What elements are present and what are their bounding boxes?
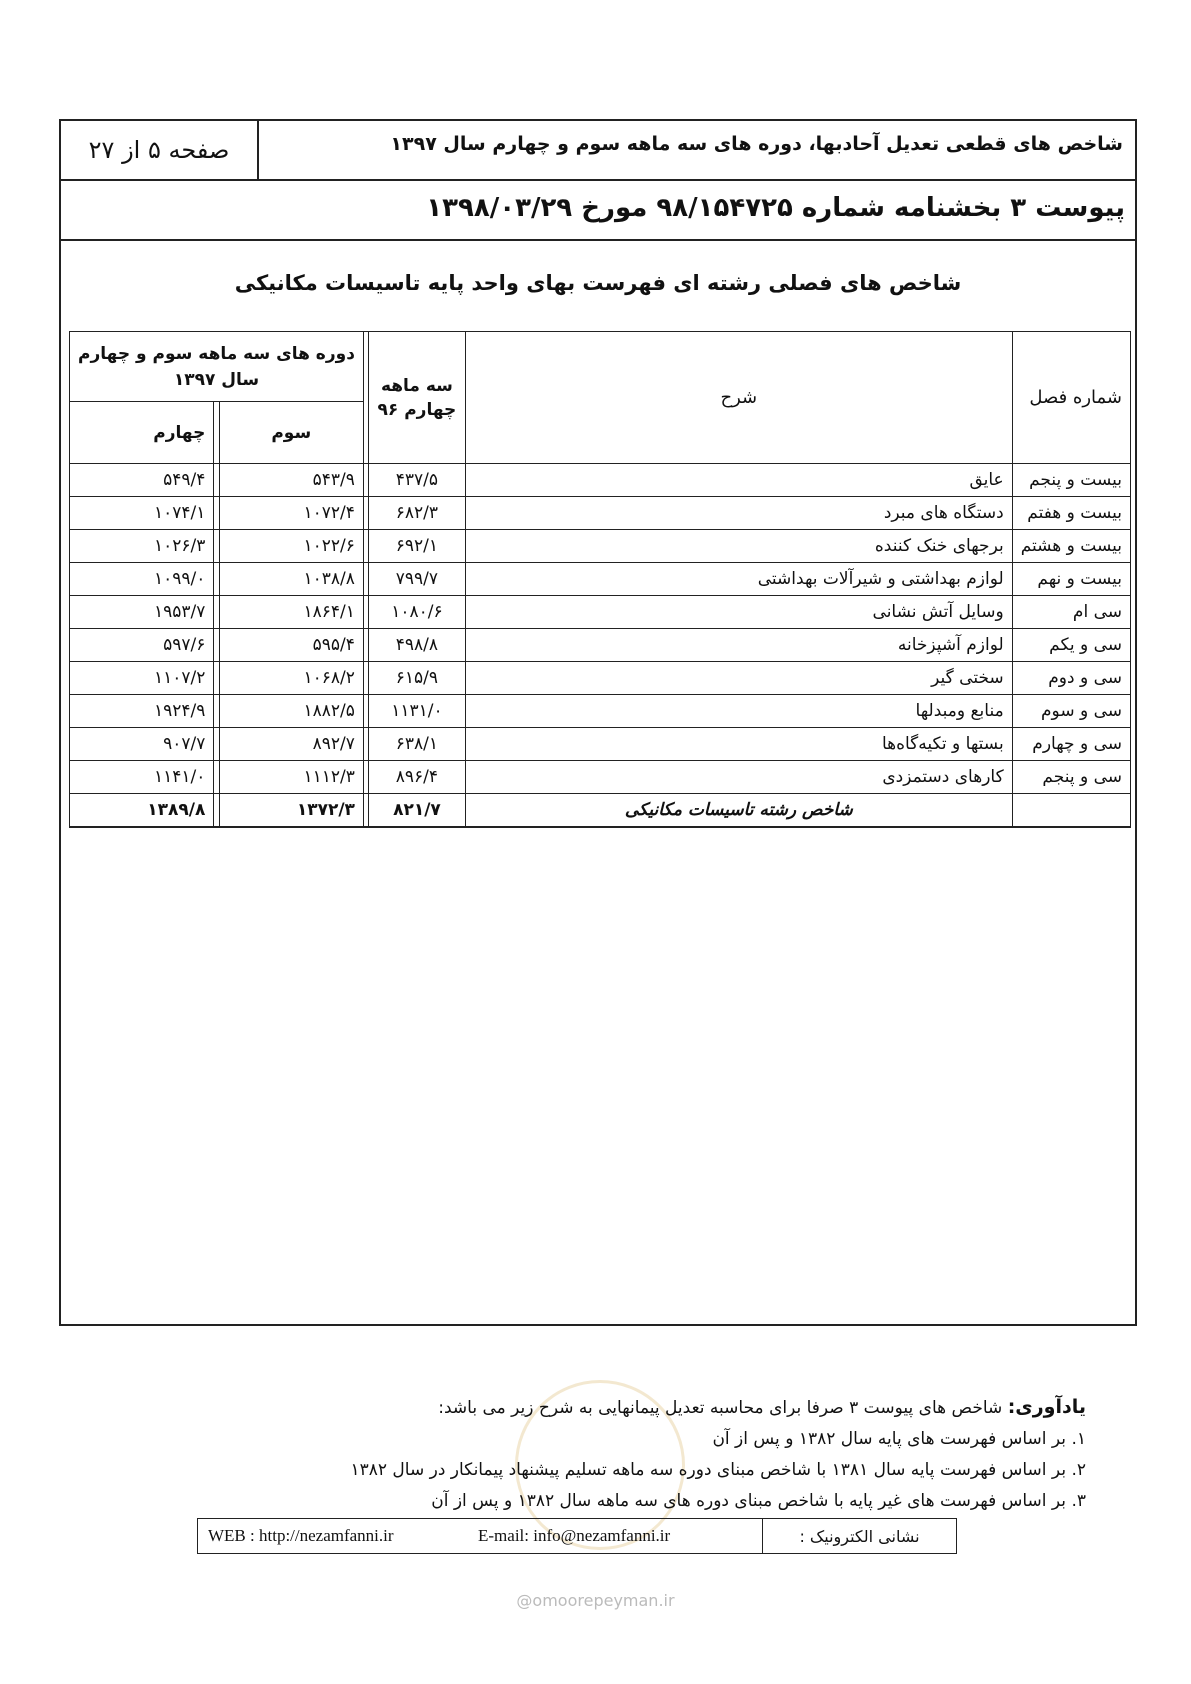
- contact-label: نشانی الکترونیک :: [762, 1519, 956, 1553]
- chapter-description: وسایل آتش نشانی: [465, 596, 1012, 629]
- value-chaharom: ۱۹۵۳/۷: [70, 596, 214, 629]
- value-chaharom: ۱۰۷۴/۱: [70, 497, 214, 530]
- table-row: [70, 695, 1131, 728]
- notes-intro: شاخص های پیوست ۳ صرفا برای محاسبه تعدیل پیمانهایی به شرح زیر می باشد:: [438, 1398, 1003, 1418]
- value-q96: ۴۳۷/۵: [368, 464, 465, 497]
- column-gap: [214, 497, 219, 530]
- table-row: [70, 629, 1131, 662]
- value-chaharom: ۵۹۷/۶: [70, 629, 214, 662]
- chapter-number: سی و چهارم: [1012, 728, 1130, 761]
- total-chaharom: ۱۳۸۹/۸: [70, 794, 214, 828]
- chapter-number: سی ام: [1012, 596, 1130, 629]
- column-gap: [363, 497, 368, 530]
- watermark-text: @omoorepeyman.ir: [516, 1591, 675, 1610]
- value-q96: ۸۹۶/۴: [368, 761, 465, 794]
- column-gap: [214, 794, 219, 828]
- chapter-description: دستگاه های مبرد: [465, 497, 1012, 530]
- column-gap: [214, 695, 219, 728]
- page-number: صفحه ۵ از ۲۷: [61, 121, 259, 179]
- column-gap: [363, 596, 368, 629]
- value-sevom: ۱۰۲۲/۶: [219, 530, 363, 563]
- column-gap: [363, 530, 368, 563]
- header-q96-line2: چهارم ۹۶: [377, 399, 457, 420]
- table-row: [70, 662, 1131, 695]
- value-q96: ۶۹۲/۱: [368, 530, 465, 563]
- column-gap: [363, 695, 368, 728]
- document-title: شاخص های قطعی تعدیل آحادبها، دوره های سه ماهه سوم و چهارم سال ۱۳۹۷: [390, 133, 1123, 155]
- header-row: [61, 121, 1135, 181]
- value-sevom: ۵۹۵/۴: [219, 629, 363, 662]
- chapter-description: سختی گیر: [465, 662, 1012, 695]
- column-gap: [363, 794, 368, 828]
- chapter-number: بیست و هشتم: [1012, 530, 1130, 563]
- column-gap: [214, 662, 219, 695]
- value-q96: ۶۸۲/۳: [368, 497, 465, 530]
- index-table: [69, 331, 1131, 828]
- table-row: [70, 563, 1131, 596]
- total-sevom: ۱۳۷۲/۳: [219, 794, 363, 828]
- chapter-number: بیست و نهم: [1012, 563, 1130, 596]
- table-row: [70, 728, 1131, 761]
- chapter-description: برجهای خنک کننده: [465, 530, 1012, 563]
- note-item: ۲. بر اساس فهرست پایه سال ۱۳۸۱ با شاخص مبنای دوره سه ماهه تسلیم پیشنهاد پیمانکار در سال ۱۳۸۲: [350, 1460, 1086, 1480]
- value-sevom: ۱۰۶۸/۲: [219, 662, 363, 695]
- value-sevom: ۱۸۸۲/۵: [219, 695, 363, 728]
- value-chaharom: ۱۹۲۴/۹: [70, 695, 214, 728]
- notes-lead: یادآوری:: [1007, 1396, 1086, 1418]
- chapter-number: سی و یکم: [1012, 629, 1130, 662]
- value-q96: ۷۹۹/۷: [368, 563, 465, 596]
- value-chaharom: ۹۰۷/۷: [70, 728, 214, 761]
- value-q96: ۶۳۸/۱: [368, 728, 465, 761]
- value-q96: ۶۱۵/۹: [368, 662, 465, 695]
- chapter-description: لوازم بهداشتی و شیرآلات بهداشتی: [465, 563, 1012, 596]
- header-q96-line1: سه ماهه: [380, 375, 453, 396]
- contact-email[interactable]: E-mail: info@nezamfanni.ir: [478, 1526, 671, 1545]
- value-sevom: ۱۰۳۸/۸: [219, 563, 363, 596]
- total-chapter-number: [1012, 794, 1130, 828]
- chapter-description: عایق: [465, 464, 1012, 497]
- value-chaharom: ۱۱۴۱/۰: [70, 761, 214, 794]
- column-gap: [363, 662, 368, 695]
- column-gap: [214, 563, 219, 596]
- column-gap: [214, 761, 219, 794]
- value-chaharom: ۱۰۲۶/۳: [70, 530, 214, 563]
- value-q96: ۴۹۸/۸: [368, 629, 465, 662]
- column-gap: [363, 464, 368, 497]
- contact-web[interactable]: WEB : http://nezamfanni.ir: [208, 1526, 394, 1545]
- column-gap: [363, 629, 368, 662]
- header-period-group: [70, 332, 364, 402]
- value-sevom: ۱۰۷۲/۴: [219, 497, 363, 530]
- column-gap: [363, 332, 368, 464]
- header-description: شرح: [465, 332, 1012, 464]
- chapter-description: لوازم آشپزخانه: [465, 629, 1012, 662]
- total-row: [70, 794, 1131, 828]
- circular-row: [61, 181, 1135, 241]
- header-sevom: سوم: [219, 402, 363, 464]
- table-row: [70, 497, 1131, 530]
- column-gap: [214, 728, 219, 761]
- header-q96: [368, 332, 465, 464]
- column-gap: [214, 464, 219, 497]
- chapter-description: کارهای دستمزدی: [465, 761, 1012, 794]
- column-gap: [363, 563, 368, 596]
- column-gap: [363, 761, 368, 794]
- value-q96: ۱۰۸۰/۶: [368, 596, 465, 629]
- note-item: ۱. بر اساس فهرست های پایه سال ۱۳۸۲ و پس از آن: [712, 1429, 1086, 1449]
- column-gap: [214, 402, 219, 464]
- value-sevom: ۸۹۲/۷: [219, 728, 363, 761]
- value-chaharom: ۱۰۹۹/۰: [70, 563, 214, 596]
- value-sevom: ۱۸۶۴/۱: [219, 596, 363, 629]
- column-gap: [363, 728, 368, 761]
- note-item: ۳. بر اساس فهرست های غیر پایه با شاخص مبنای دوره های سه ماهه سال ۱۳۸۲ و پس از آن: [431, 1491, 1086, 1511]
- value-sevom: ۱۱۱۲/۳: [219, 761, 363, 794]
- chapter-number: سی و پنجم: [1012, 761, 1130, 794]
- page-frame: [59, 119, 1137, 1326]
- chapter-description: بستها و تکیه‌گاه‌ها: [465, 728, 1012, 761]
- header-chaharom: چهارم: [70, 402, 214, 464]
- chapter-number: سی و سوم: [1012, 695, 1130, 728]
- column-gap: [214, 596, 219, 629]
- table-row: [70, 761, 1131, 794]
- table-row: [70, 530, 1131, 563]
- table-row: [70, 464, 1131, 497]
- header-chapter-number: شماره فصل: [1012, 332, 1130, 464]
- chapter-description: منابع ومبدلها: [465, 695, 1012, 728]
- total-description: شاخص رشته تاسیسات مکانیکی: [465, 794, 1012, 828]
- value-chaharom: ۵۴۹/۴: [70, 464, 214, 497]
- header-period-line1: دوره های سه ماهه سوم و چهارم: [78, 343, 355, 364]
- chapter-number: بیست و هفتم: [1012, 497, 1130, 530]
- notes-section: [351, 1392, 1087, 1517]
- chapter-number: بیست و پنجم: [1012, 464, 1130, 497]
- table-subtitle: شاخص های فصلی رشته ای فهرست بهای واحد پایه تاسیسات مکانیکی: [234, 271, 962, 295]
- contact-box: [197, 1518, 957, 1554]
- value-sevom: ۵۴۳/۹: [219, 464, 363, 497]
- circular-reference: پیوست ۳ بخشنامه شماره ۹۸/۱۵۴۷۲۵ مورخ ۱۳۹۸/۰۳/۲۹: [426, 193, 1125, 223]
- column-gap: [214, 530, 219, 563]
- value-q96: ۱۱۳۱/۰: [368, 695, 465, 728]
- header-period-line2: سال ۱۳۹۷: [173, 369, 260, 390]
- chapter-number: سی و دوم: [1012, 662, 1130, 695]
- value-chaharom: ۱۱۰۷/۲: [70, 662, 214, 695]
- table-row: [70, 596, 1131, 629]
- column-gap: [214, 629, 219, 662]
- total-q96: ۸۲۱/۷: [368, 794, 465, 828]
